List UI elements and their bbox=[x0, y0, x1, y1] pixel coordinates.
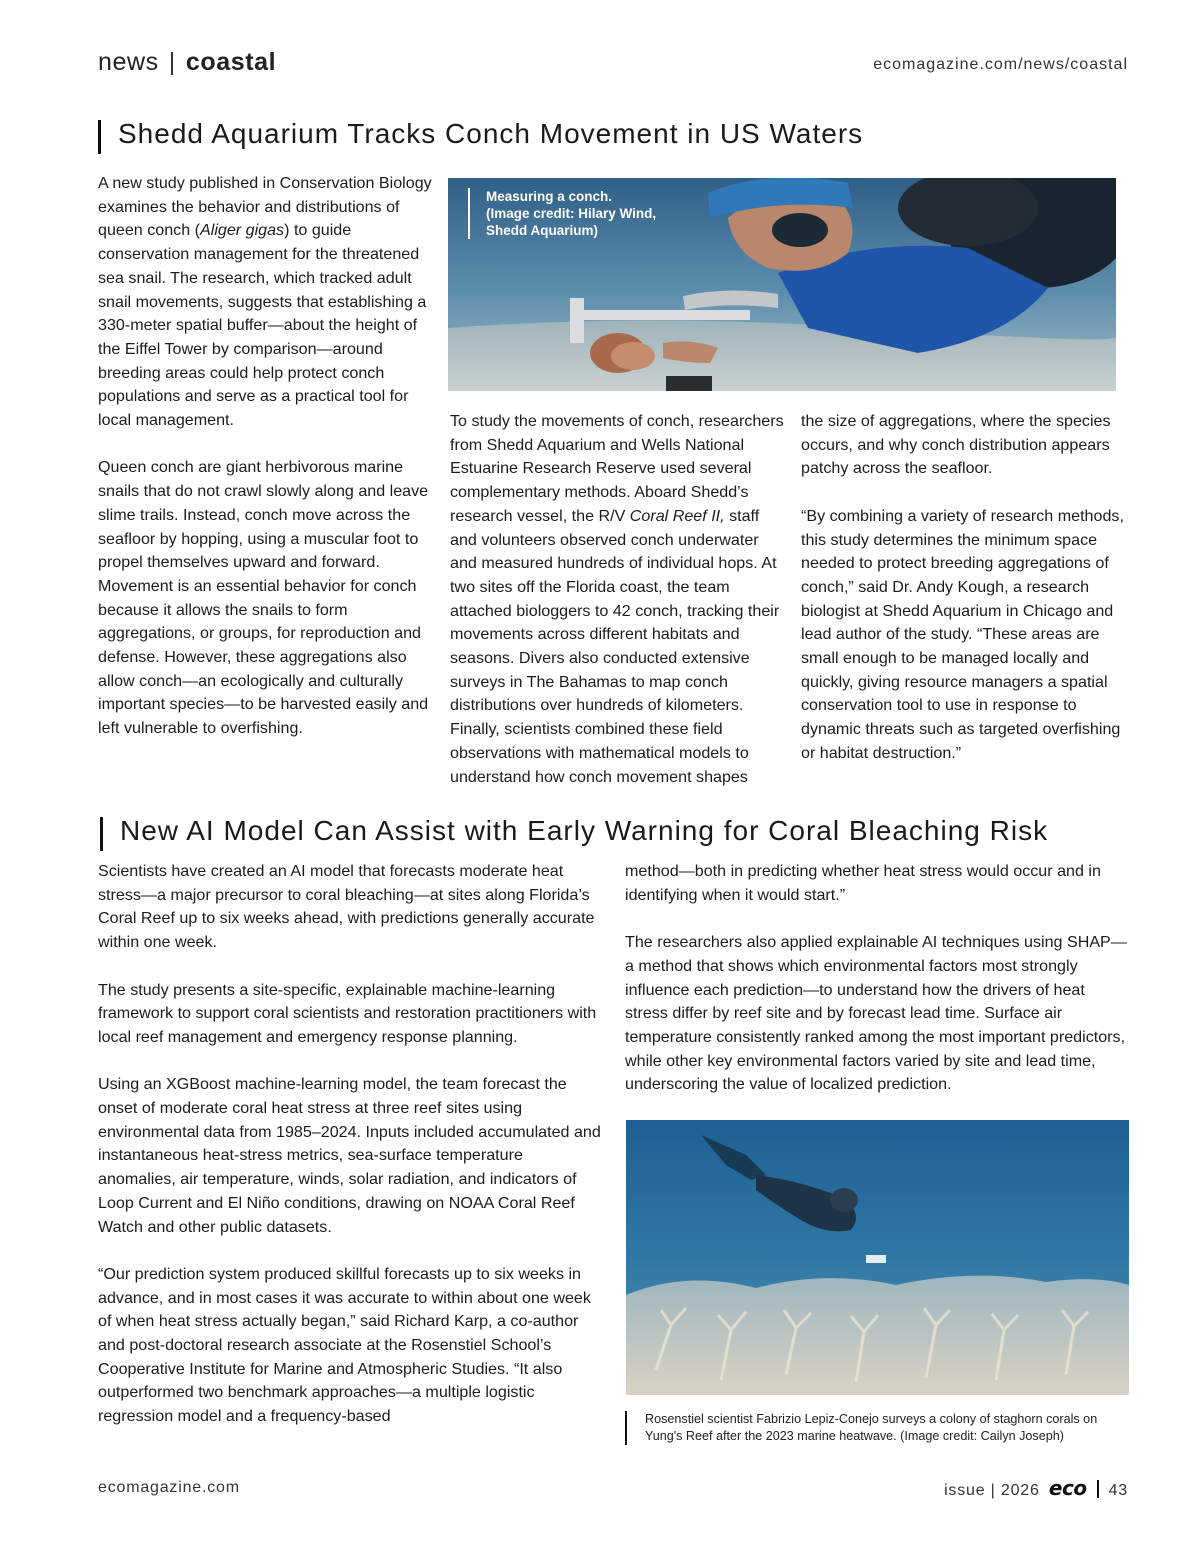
article2-column-1 bbox=[98, 860, 601, 1429]
article2-col2-p2: The researchers also applied explainable AI techniques using SHAP—a method that shows which environmental factors most strongly influence each prediction—to understand how the drivers of heat stress differ by reef site and by forecast lead time. Surface air temperature consistently ranked among the most important predictors, while other key environmental factors varied by site and lead time, underscoring the value of localized prediction. bbox=[625, 933, 1127, 1094]
subsection-name: coastal bbox=[185, 48, 277, 76]
article2-headline: New AI Model Can Assist with Early Warning for Coral Bleaching Risk bbox=[100, 815, 1048, 851]
coral-diver-photo bbox=[626, 1120, 1129, 1395]
conch-diver-photo bbox=[448, 178, 1116, 391]
issue-label: issue | 2026 bbox=[944, 1482, 1040, 1499]
article1-col2-p1: To study the movements of conch, researchers from Shedd Aquarium and Wells National Estuarine Research Reserve used several complementary methods. Aboard Shedd’s research vessel, the R/V Coral Reef II, staff and volunteers observed conch underwater and measured hundreds of individual hops. At two sites off the Florida coast, the team attached biologgers to 42 conch, tracking their movements across different habitats and seasons. Divers also conducted extensive surveys in The Bahamas to map conch distributions over hundreds of kilometers. Finally, scientists combined these field observations with mathematical models to understand how conch movement shapes bbox=[450, 412, 784, 786]
section-label: news | coastal bbox=[98, 48, 277, 76]
article1-column-2 bbox=[450, 410, 784, 789]
article1-col1-p1: A new study published in Conservation Biology examines the behavior and distributions of queen conch (Aliger gigas) to guide conservation management for the threatened sea snail. The research, which tracked adult snail movements, suggests that establishing a 330-meter spatial buffer—about the height of the Eiffel Tower by comparison—around breeding areas could help protect conch populations and serve as a practical tool for local management. bbox=[98, 174, 432, 430]
page-number: 43 bbox=[1108, 1482, 1128, 1499]
article2-col2-p1: method—both in predicting whether heat stress would occur and in identifying when it would start.” bbox=[625, 862, 1101, 904]
article2-col1-p4: “Our prediction system produced skillful forecasts up to six weeks in advance, and in most cases it was accurate to within about one week of when heat stress actually began,” said Richard Karp, a co-author and post-doctoral research associate at the Rosenstiel School’s Cooperative Institute for Marine and Atmospheric Studies. “It also outperformed two benchmark approaches—a multiple logistic regression model and a frequency-based bbox=[98, 1264, 591, 1426]
page-header bbox=[98, 46, 1128, 80]
footer-issue bbox=[944, 1476, 1128, 1500]
photo-credit: Measuring a conch. (Image credit: Hilary Wind, Shedd Aquarium) bbox=[468, 188, 656, 239]
article2-col1-p3: Using an XGBoost machine-learning model, the team forecast the onset of moderate coral heat stress at three reef sites using environmental data from 1985–2024. Inputs included accumulated and instantaneous heat-stress metrics, sea-surface temperature anomalies, air temperature, winds, solar radiation, and indicators of Loop Current and El Niño conditions, drawing on NOAA Coral Reef Watch and other public datasets. bbox=[98, 1075, 601, 1236]
headline-bar bbox=[100, 817, 103, 851]
article2-column-2 bbox=[625, 860, 1130, 1097]
article1-headline: Shedd Aquarium Tracks Conch Movement in US Waters bbox=[98, 118, 863, 154]
section-name: news bbox=[98, 48, 159, 76]
coral-reef-illustration bbox=[626, 1120, 1129, 1395]
article1-col1-p2: Queen conch are giant herbivorous marine snails that do not crawl slowly along and leave slime trails. Instead, conch move across the seafloor by hopping, using a muscular foot to propel themselves upward and forward. Movement is an essential behavior for conch because it allows the snails to form aggregations, or groups, for reproduction and defense. However, these aggregations also allow conch—an ecologically and culturally important species—to be harvested easily and left vulnerable to overfishing. bbox=[98, 458, 429, 738]
article2-col1-p2: The study presents a site-specific, explainable machine-learning framework to support coral scientists and restoration practitioners with local reef management and emergency response planning. bbox=[98, 980, 597, 1046]
article1-col3-p1: the size of aggregations, where the species occurs, and why conch distribution appears patchy across the seafloor. bbox=[801, 412, 1111, 478]
photo-caption: Rosenstiel scientist Fabrizio Lepiz-Conejo surveys a colony of staghorn corals on Yung's Reef after the 2023 marine heatwave. (Image credit: Cailyn Joseph) bbox=[625, 1411, 1125, 1445]
article1-column-1 bbox=[98, 172, 433, 741]
article1-col3-p2: “By combining a variety of research methods, this study determines the minimum space needed to protect breeding aggregations of conch,” said Dr. Andy Kough, a research biologist at Shedd Aquarium in Chicago and lead author of the study. “These areas are small enough to be managed locally and quickly, giving resource managers a spatial conservation tool to use in response to dynamic threats such as targeted overfishing or habitat destruction.” bbox=[801, 506, 1124, 762]
eco-logo: eco bbox=[1048, 1476, 1087, 1500]
footer-site[interactable]: ecomagazine.com bbox=[98, 1479, 240, 1496]
article1-column-3 bbox=[801, 410, 1127, 766]
header-url[interactable]: ecomagazine.com/news/coastal bbox=[873, 56, 1128, 73]
headline-bar bbox=[98, 120, 101, 154]
article2-col1-p1: Scientists have created an AI model that forecasts moderate heat stress—a major precursor to coral bleaching—at sites along Florida’s Coral Reef up to six weeks ahead, with predictions generally accurate within one week. bbox=[98, 862, 595, 952]
